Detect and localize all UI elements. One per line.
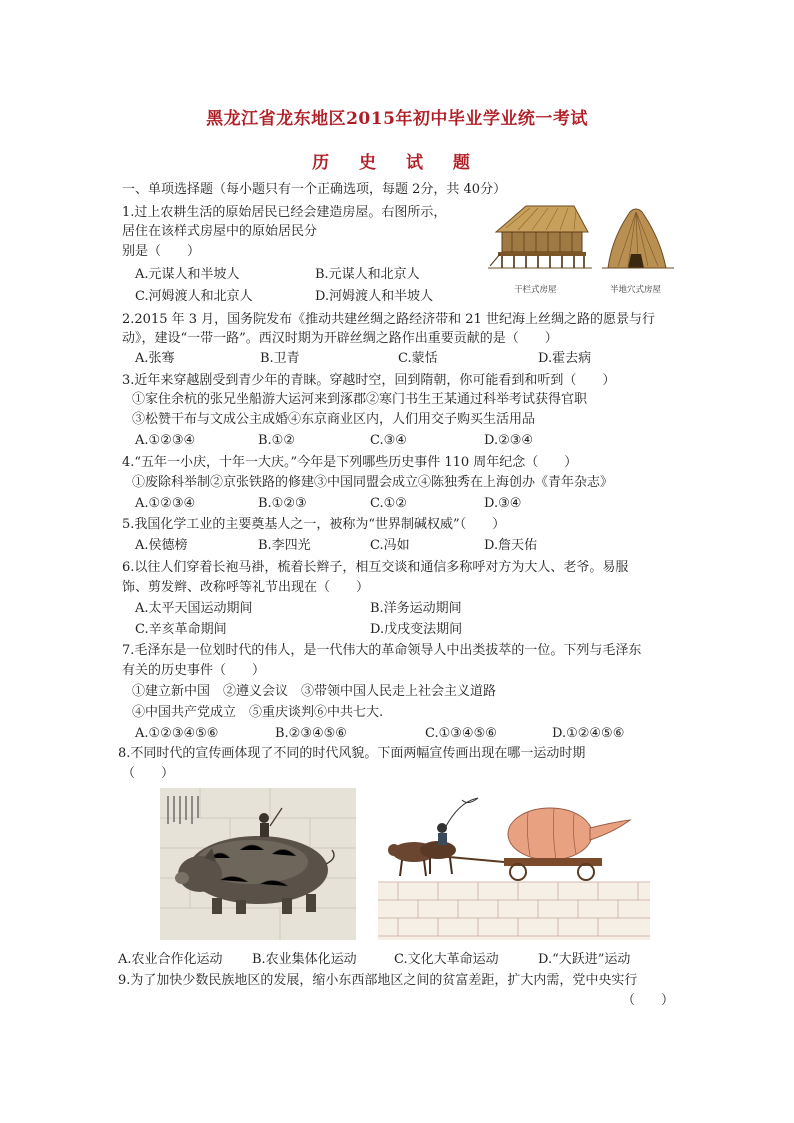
- q1-option-b: B.元谋人和北京人: [315, 267, 420, 282]
- q9-stem-line1: 9.为了加快少数民族地区的发展，缩小东西部地区之间的贫富差距，扩大内需，党中央实行: [118, 973, 638, 988]
- q7-option-c: C.①③④⑤⑥: [425, 726, 497, 741]
- q5-option-b: B.李四光: [258, 538, 311, 553]
- q7-option-b: B.②③④⑤⑥: [275, 726, 347, 741]
- propaganda-poster-giant-pig: [160, 788, 356, 940]
- q3-option-d: D.②③④: [484, 433, 534, 448]
- q3-option-c: C.③④: [370, 433, 407, 448]
- q3-option-a: A.①②③④: [135, 433, 196, 448]
- q4-option-c: C.①②: [370, 496, 407, 511]
- q2-option-d: D.霍去病: [538, 351, 592, 366]
- q5-option-a: A.侯德榜: [135, 538, 188, 553]
- q4-stem-line1: 4.“五年一小庆，十年一大庆。”今年是下列哪些历史事件 110 周年纪念（ ）: [122, 455, 578, 470]
- q3-stem-line1: 3.近年来穿越剧受到青少年的青睐。穿越时空，回到隋朝，你可能看到和听到（ ）: [122, 373, 616, 388]
- q8-option-a: A.农业合作化运动: [118, 952, 223, 967]
- q5-option-c: C.冯如: [370, 538, 410, 553]
- q2-option-a: A.张骞: [135, 351, 175, 366]
- q2-option-c: C.蒙恬: [398, 351, 438, 366]
- q7-stem-line1: 7.毛泽东是一位划时代的伟人，是一代伟大的革命领导人中出类拔萃的一位。下列与毛泽东: [122, 643, 642, 658]
- q8-option-c: C.文化大革命运动: [394, 952, 499, 967]
- q6-option-a: A.太平天国运动期间: [135, 601, 253, 616]
- q7-option-d: D.①②④⑤⑥: [552, 726, 625, 741]
- q1-stem-line2: 居住在该样式房屋中的原始居民分: [122, 224, 318, 239]
- exam-title: 黑龙江省龙东地区2015年初中毕业学业统一考试: [206, 109, 588, 129]
- q7-stem-line3: ①建立新中国 ②遵义会议 ③带领中国人民走上社会主义道路: [132, 684, 497, 699]
- q6-option-c: C.辛亥革命期间: [135, 622, 227, 637]
- q3-stem-line3: ③松赞干布与文成公主成婚④东京商业区内，人们用交子购买生活用品: [132, 412, 536, 427]
- q6-option-d: D.戊戌变法期间: [370, 622, 463, 637]
- q8-option-b: B.农业集体化运动: [252, 952, 357, 967]
- caption-stilt-house: 干栏式房屋: [514, 285, 557, 295]
- q6-option-b: B.洋务运动期间: [370, 601, 462, 616]
- q5-option-d: D.詹天佑: [484, 538, 538, 553]
- q2-stem-line2: 动》，建设“一带一路”。西汉时期为开辟丝绸之路作出重要贡献的是（ ）: [122, 331, 558, 346]
- q5-stem-line1: 5.我国化学工业的主要奠基人之一，被称为“世界制碱权威”（ ）: [122, 517, 506, 532]
- q1-option-a: A.元谋人和半坡人: [135, 267, 240, 282]
- q2-stem-line1: 2.2015 年 3 月，国务院发布《推动共建丝绸之路经济带和 21 世纪海上丝绸之路的愿景与行: [122, 312, 655, 327]
- q1-stem-line1: 1.过上农耕生活的原始居民已经会建造房屋。右图所示，: [122, 205, 447, 220]
- ancient-houses-illustration: [478, 198, 678, 280]
- propaganda-poster-giant-harvest-cart: [378, 792, 650, 940]
- q8-stem-line2: （ ）: [122, 766, 175, 781]
- exam-subtitle: 历 史 试 题: [312, 153, 482, 173]
- q4-option-d: D.③④: [484, 496, 522, 511]
- q7-stem-line4: ④中国共产党成立 ⑤重庆谈判⑥中共七大.: [132, 705, 384, 720]
- q3-option-b: B.①②: [258, 433, 295, 448]
- q1-option-d: D.河姆渡人和半坡人: [315, 289, 434, 304]
- q8-option-d: D.“大跃进”运动: [538, 952, 631, 967]
- q6-stem-line2: 饰、剪发辫、改称呼等礼节出现在（ ）: [122, 580, 370, 595]
- q4-stem-line2: ①废除科举制②京张铁路的修建③中国同盟会成立④陈独秀在上海创办《青年杂志》: [132, 475, 614, 490]
- section-heading: 一、单项选择题（每小题只有一个正确选项，每题 2分，共 40分）: [122, 182, 507, 197]
- q4-option-a: A.①②③④: [135, 496, 196, 511]
- q7-stem-line2: 有关的历史事件（ ）: [122, 663, 266, 678]
- q6-stem-line1: 6.以往人们穿着长袍马褂，梳着长辫子，相互交谈和通信多称呼对方为大人、老爷。易服: [122, 560, 629, 575]
- q1-option-c: C.河姆渡人和北京人: [135, 289, 253, 304]
- q7-option-a: A.①②③④⑤⑥: [135, 726, 219, 741]
- q8-stem-line1: 8.不同时代的宣传画体现了不同的时代风貌。下面两幅宣传画出现在哪一运动时期: [118, 746, 586, 761]
- q1-stem-line3: 别是（ ）: [122, 244, 201, 259]
- q9-stem-line2: （ ）: [622, 993, 675, 1008]
- q4-option-b: B.①②③: [258, 496, 307, 511]
- q3-stem-line2: ①家住余杭的张兄坐船游大运河来到涿郡②寒门书生王某通过科举考试获得官职: [132, 392, 588, 407]
- caption-semi-subterranean-house: 半地穴式房屋: [610, 285, 662, 295]
- q2-option-b: B.卫青: [260, 351, 300, 366]
